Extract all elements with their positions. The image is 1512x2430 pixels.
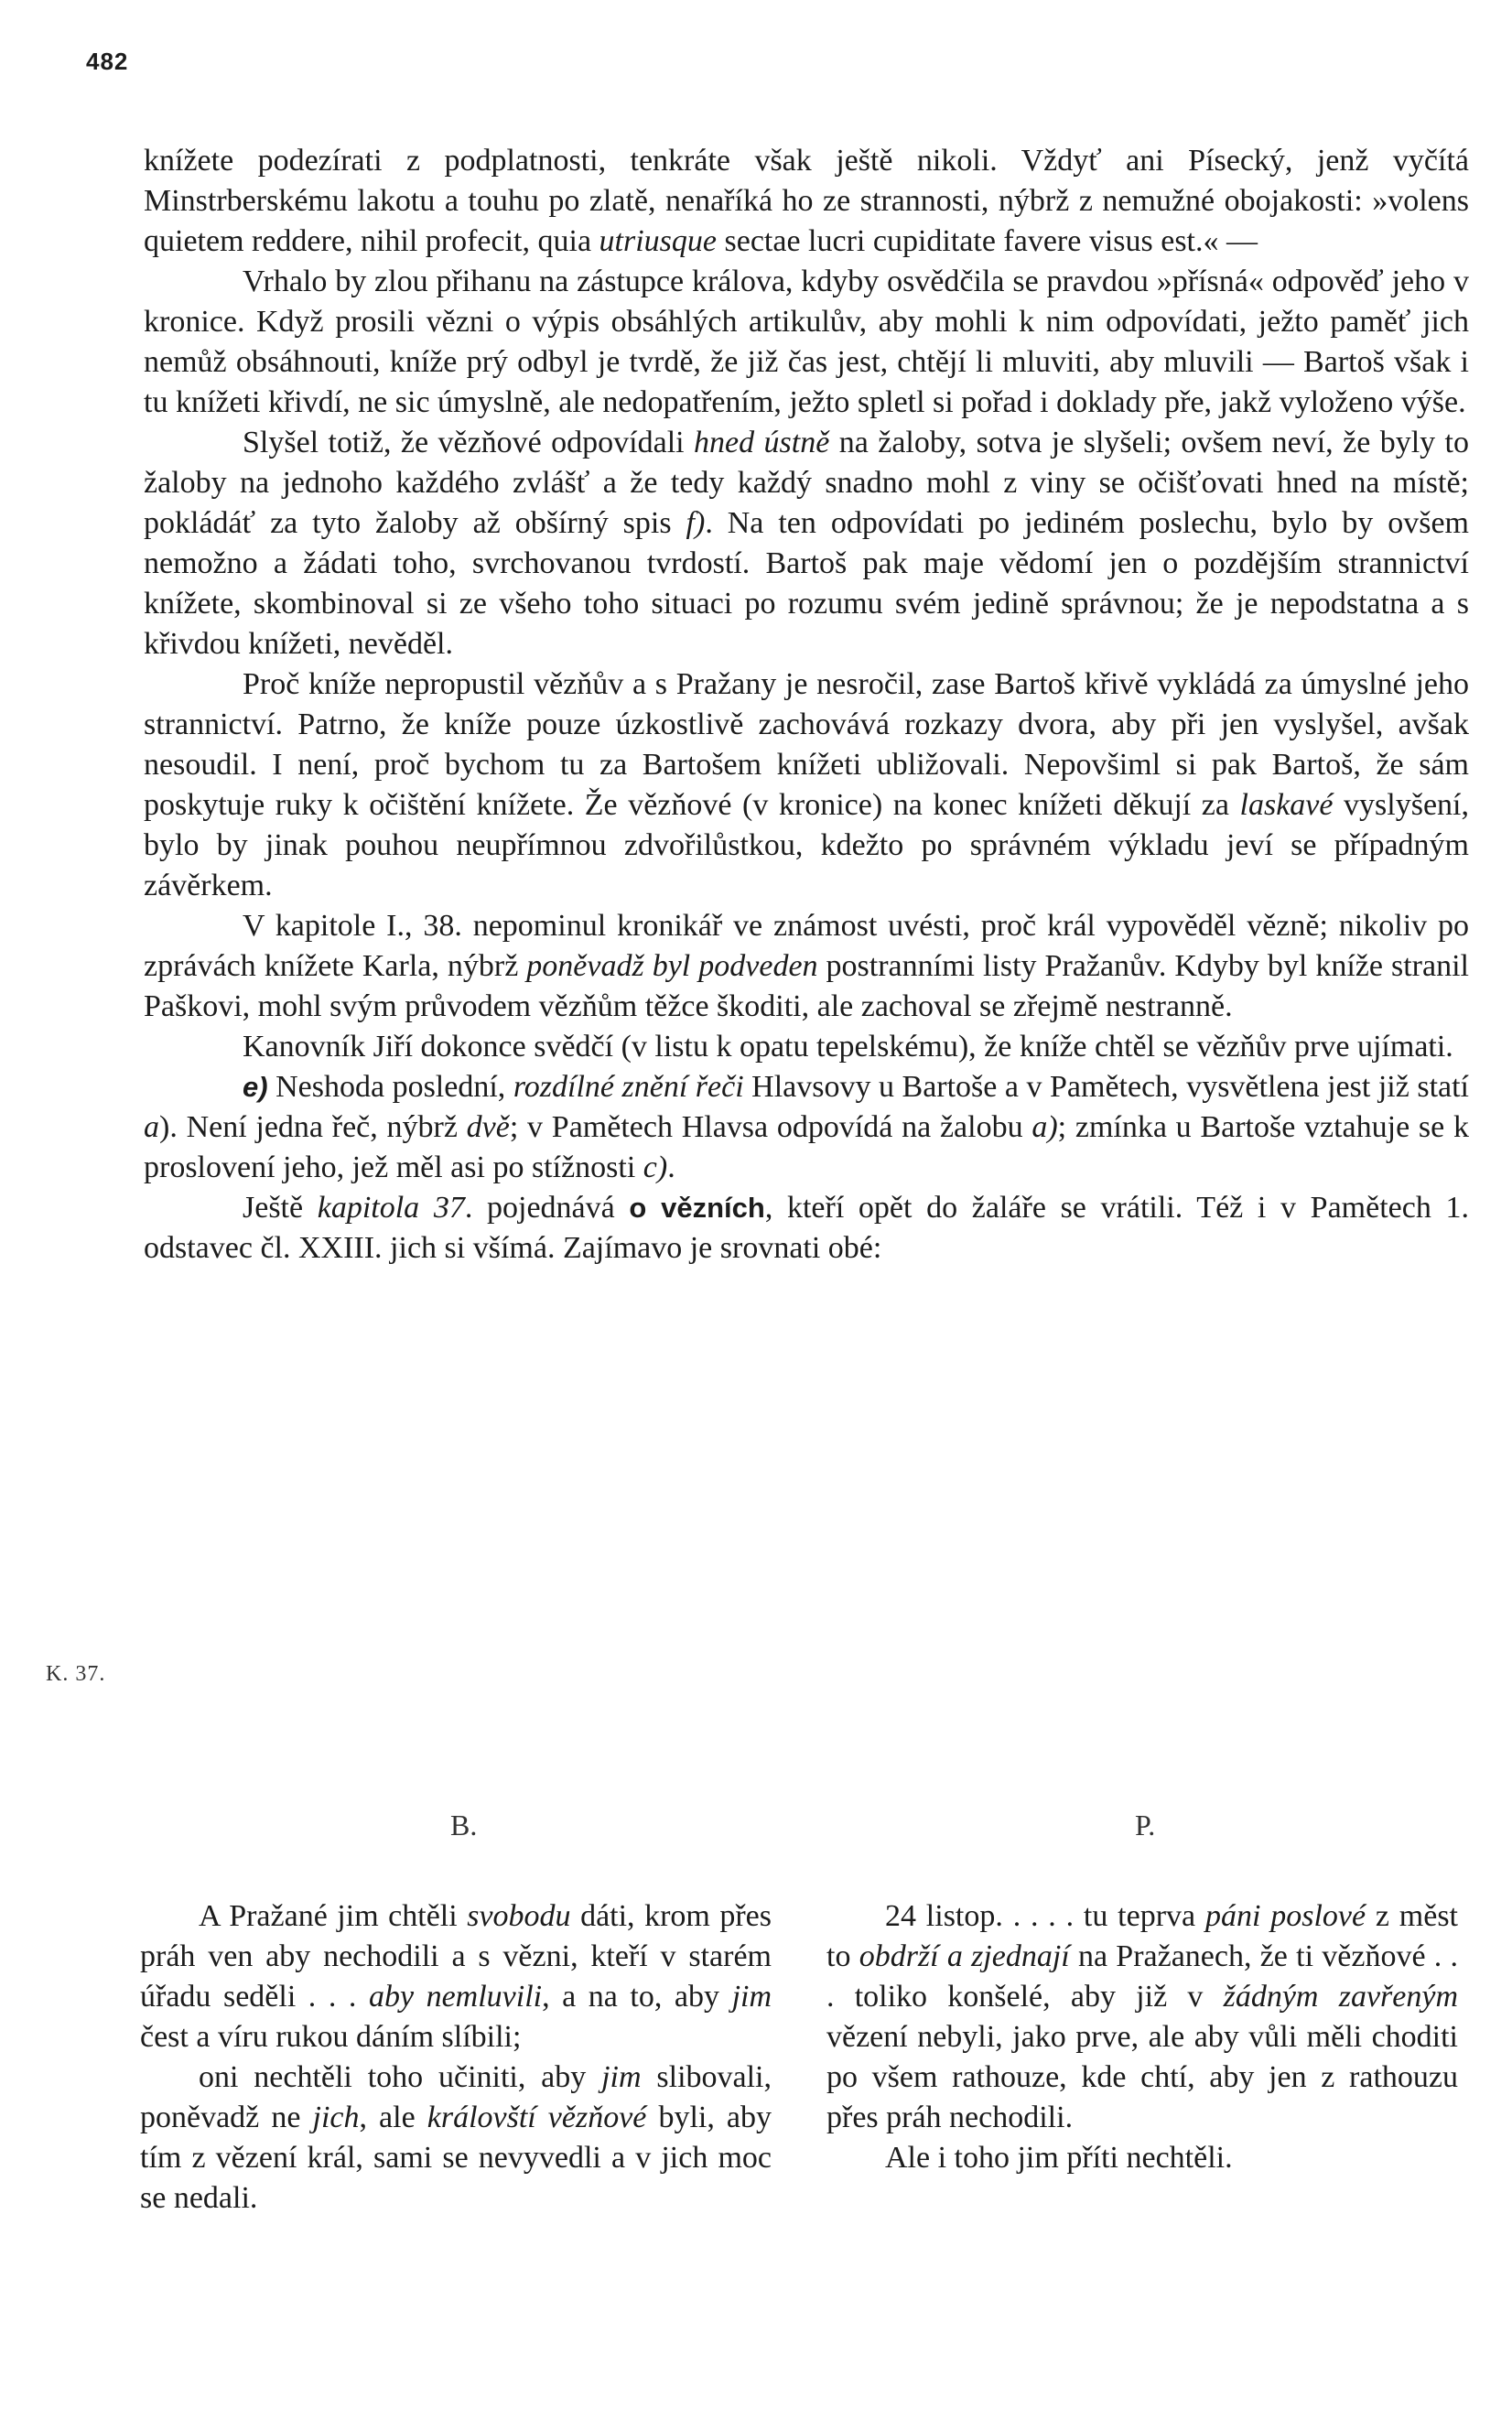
emphasis-text: laskavé	[1239, 788, 1334, 822]
text-run: na Pražanech, že ti vězňové . . . toliko konšelé, aby již v	[826, 1939, 1458, 2014]
paragraph	[144, 906, 1469, 1027]
text-run: .	[667, 1150, 675, 1184]
text-run: Hlavsovy u Bartoše a v Pamětech, vysvětlena jest již statí	[743, 1070, 1469, 1104]
text-run: , a na to, aby	[542, 1980, 732, 2014]
text-run: vyslyšení, bylo by jinak pouhou neupřímnou zdvořilůstkou, kdežto po správném výkladu jeví se případným závěrkem.	[144, 788, 1469, 902]
text-run: Vrhalo by zlou přihanu na zástupce králova, kdyby osvědčila se pravdou »přísná« odpověď jeho v kronice. Když prosili vězni o výpis obsáhlých artikulův, aby mohli k nim odpovídati, ježto paměť jich nemůž obsáhnouti, kníže prý odbyl je tvrdě, že již čas jest, chtějí li mluviti, aby mluvili — Bartoš však i tu knížeti křivdí, ne sic úmyslně, ale nedopatřením, ježto spletl si pořad i doklady pře, jakž vyloženo výše.	[144, 265, 1469, 419]
text-run: čest a víru rukou dáním slíbili;	[140, 2020, 522, 2054]
emphasis-text: a	[144, 1110, 159, 1144]
emphasis-text: aby nemluvili	[368, 1980, 543, 2014]
text-run: A Pražané jim chtěli	[199, 1899, 468, 1933]
left-column-heading: B.	[450, 1809, 478, 1841]
emphasis-text: dvě	[466, 1110, 510, 1144]
emphasis-text: královští vězňové	[427, 2101, 647, 2134]
text-run: na žaloby, sotva je slyšeli; ovšem neví, že byly to žaloby na jednoho každého zvlášť a že tedy každý snadno mohl z viny se očišťovati hned na místě; pokládáť za tyto žaloby až obšírný spis	[144, 426, 1470, 540]
emphasis-text: a)	[1031, 1110, 1058, 1144]
emphasis-text: jim	[601, 2060, 642, 2094]
text-run: Kanovník Jiří dokonce svědčí (v listu k opatu tepelskému), že kníže chtěl se vězňův prve ujímati.	[243, 1030, 1453, 1064]
text-run: Ale i toho jim příti nechtěli.	[885, 2141, 1233, 2175]
page-number: 482	[86, 48, 129, 75]
text-run: , kteří opět do žaláře se vrátili. Též i v Pamětech 1. odstavec čl. XXIII. jich si všímá. Zajímavo je srovnati obé:	[144, 1191, 1469, 1265]
text-run: byli, aby tím z vězení král, sami se nevyvedli a v jich moc se nedali.	[140, 2101, 772, 2215]
emphasis-text: kapitola 37	[317, 1191, 465, 1225]
right-column	[826, 1896, 1458, 2178]
text-run: ; v Pamětech Hlavsa odpovídá na žalobu	[509, 1110, 1032, 1144]
emphasis-text: svobodu	[467, 1899, 571, 1933]
emphasis-text: jich	[312, 2101, 360, 2134]
emphasis-text	[243, 1070, 268, 1104]
text-run: slibovali, poněvadž ne	[140, 2060, 772, 2134]
main-text	[144, 141, 1469, 1269]
paragraph	[144, 1188, 1469, 1269]
emphasis-text: páni poslové	[1204, 1899, 1366, 1933]
text-run: postranními listy Pražanův. Kdyby byl kníže stranil Paškovi, mohl svým průvodem vězňům těžce škoditi, ale zachoval se zřejmě nestranně.	[144, 949, 1469, 1023]
text-run: oni nechtěli toho učiniti, aby	[199, 2060, 602, 2094]
text-run: V kapitole I., 38. nepominul kronikář ve známost uvésti, proč král vypověděl vězně; nikoliv po zprávách knížete Karla, nýbrž	[144, 909, 1469, 983]
emphasis-text: obdrží a zjednají	[859, 1939, 1070, 1973]
paragraph	[144, 262, 1469, 423]
paragraph	[144, 1027, 1469, 1067]
text-run: knížete podezírati z podplatnosti, tenkráte však ještě nikoli. Vždyť ani Písecký, jenž vyčítá Minstrberskému lakotu a touhu po zlatě, nenaříká ho ze strannosti, nýbrž z nemužné obojakosti: »volens quietem reddere, nihil profecit, quia	[144, 144, 1469, 258]
text-run: , ale	[359, 2101, 427, 2134]
emphasis-text: jim	[731, 1980, 772, 2014]
column-paragraph	[826, 2138, 1458, 2178]
column-paragraph	[140, 2057, 772, 2219]
text-run: Ještě	[243, 1191, 318, 1225]
emphasis-text: rozdílné znění řeči	[513, 1070, 744, 1104]
column-paragraph	[140, 1896, 772, 2057]
column-paragraph	[826, 1896, 1458, 2138]
margin-note: K. 37.	[46, 1662, 106, 1686]
paragraph	[144, 141, 1469, 262]
emphasis-text: c)	[643, 1150, 668, 1184]
emphasis-text: poněvadž byl podveden	[526, 949, 818, 983]
emphasis-text: žádným zavřeným	[1223, 1980, 1458, 2014]
left-column	[140, 1896, 772, 2219]
paragraph	[144, 423, 1469, 664]
emphasis-text: f)	[686, 506, 706, 540]
text-run: dáti, krom přes práh ven aby nechodili a s vězni, kteří v starém úřadu seděli . . .	[140, 1899, 772, 2014]
emphasis-text: o vězních	[629, 1192, 765, 1224]
text-run: Proč kníže nepropustil vězňův a s Pražany je nesročil, zase Bartoš křivě vykládá za úmyslné jeho strannictví. Patrno, že kníže pouze úzkostlivě zachovává rozkazy dvora, aby při jen vyslyšel, avšak nesoudil. I není, proč bychom tu za Bartošem knížeti ubližovali. Nepovšiml si pak Bartoš, že sám poskytuje ruky k očištění knížete. Že vězňové (v kronice) na konec knížeti děkují za	[144, 667, 1469, 822]
text-run: Slyšel totiž, že vězňové odpovídali	[243, 426, 695, 459]
text-run: z měst to	[826, 1899, 1459, 1973]
text-run: ; zmínka u Bartoše vztahuje se k proslovení jeho, jež měl asi po stížnosti	[144, 1110, 1469, 1184]
text-run: ). Není jedna řeč, nýbrž	[159, 1110, 467, 1144]
paragraph	[144, 1067, 1469, 1188]
right-column-heading: P.	[1135, 1809, 1156, 1841]
text-run: 24 listop. . . . . tu teprva	[885, 1899, 1205, 1933]
text-run: . pojednává	[464, 1191, 630, 1225]
paragraph	[144, 664, 1469, 906]
text-run: sectae lucri cupiditate favere visus est.« —	[717, 224, 1258, 258]
emphasis-text: hned ústně	[694, 426, 830, 459]
text-run: vězení nebyli, jako prve, ale aby vůli měli choditi po všem rathouze, kde chtí, aby jen z rathouzu přes práh nechodili.	[826, 2020, 1458, 2134]
text-run: . Na ten odpovídati po jediném poslechu, bylo by ovšem nemožno a žádati toho, svrchovanou tvrdostí. Bartoš pak maje vědomí jen o pozdějším strannictví knížete, skombinoval si ze všeho toho situaci po rozumu svém jedině správnou; že je nepodstatna a s křivdou knížeti, nevěděl.	[144, 506, 1469, 661]
emphasis-text: e)	[243, 1071, 268, 1103]
emphasis-text: utriusque	[599, 224, 717, 258]
text-run: Neshoda poslední,	[267, 1070, 513, 1104]
